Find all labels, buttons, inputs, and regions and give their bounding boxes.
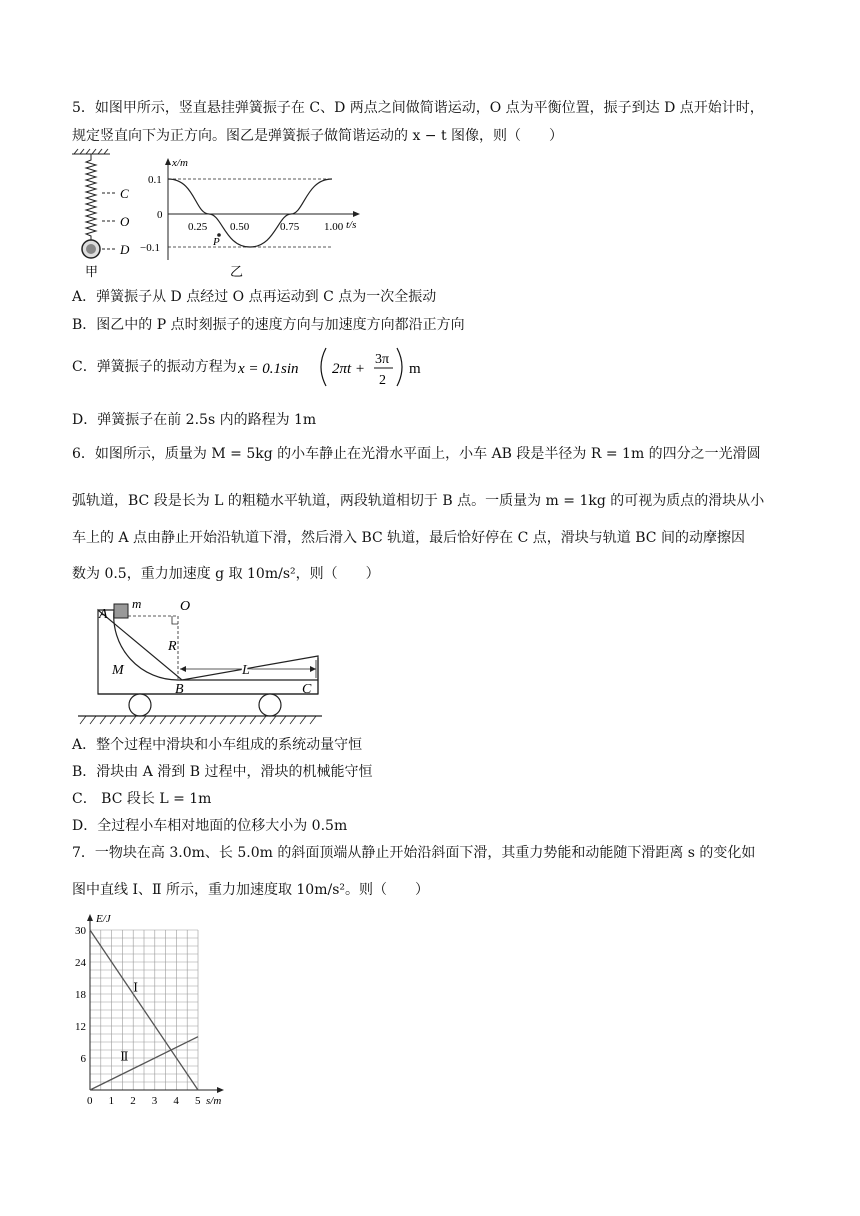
q6-option-b: B．滑块由 A 滑到 B 过程中，滑块的机械能守恒 xyxy=(72,764,373,780)
q5-option-d: D．弹簧振子在前 2.5s 内的路程为 1m xyxy=(72,412,317,428)
eq-unit: m xyxy=(409,361,421,377)
label-O: O xyxy=(120,214,130,229)
xt-xtick-2: 0.50 xyxy=(230,221,250,233)
q5-figure xyxy=(70,148,375,282)
eq-left: x = 0.1sin xyxy=(238,361,299,377)
xt-xtick-1: 0.25 xyxy=(188,221,208,233)
x-axis-arrow xyxy=(217,1087,224,1093)
xt-ylabel: x/m xyxy=(172,157,188,169)
q5-option-b: B．图乙中的 P 点时刻振子的速度方向与加速度方向都沿正方向 xyxy=(72,317,465,333)
ceiling-hatch xyxy=(72,149,110,154)
label-R: R xyxy=(168,639,177,654)
xt-ytick-bottom: −0.1 xyxy=(140,242,160,254)
q5-stem-line-1: 5．如图甲所示，竖直悬挂弹簧振子在 C、D 两点之间做简谐运动，O 点为平衡位置，振子到达 D 点开始计时， xyxy=(72,100,764,116)
q6-stem-line-3: 车上的 A 点由静止开始沿轨道下滑，然后滑入 BC 轨道，最后恰好停在 C 点，滑块与轨道 BC 间的动摩擦因 xyxy=(72,530,745,546)
y-axis-arrow xyxy=(87,914,93,921)
label-A: A xyxy=(99,607,108,622)
q7-energy-chart xyxy=(68,910,238,1110)
wheel-left xyxy=(129,694,151,716)
ground-hatch xyxy=(80,716,316,724)
xt-xtick-3: 0.75 xyxy=(280,221,300,233)
q7-stem-line-2: 图中直线 Ⅰ、Ⅱ 所示，重力加速度取 10m/s²。则（ ） xyxy=(72,882,429,898)
eq-arg: 2πt + xyxy=(332,361,366,377)
x-tick-label: 1 xyxy=(108,1095,115,1107)
label-O: O xyxy=(180,599,191,614)
y-tick-label: 24 xyxy=(75,957,86,969)
label-P: P xyxy=(213,236,220,248)
y-tick-label: 6 xyxy=(80,1053,86,1065)
q6-cart-figure xyxy=(72,594,324,728)
series-label-1: Ⅰ xyxy=(133,980,138,995)
eq-numerator: 3π xyxy=(375,352,390,367)
label-L: L xyxy=(242,663,250,678)
y-tick-label: 12 xyxy=(75,1021,86,1033)
xt-xlabel: t/s xyxy=(346,219,357,231)
y-axis-label: E/J xyxy=(96,913,111,925)
cart-body xyxy=(98,610,318,694)
label-m: m xyxy=(132,596,142,611)
q5-option-a: A．弹簧振子从 D 点经过 O 点再运动到 C 点为一次全振动 xyxy=(72,289,437,305)
q5-option-c-equation xyxy=(238,344,428,390)
q6-option-a: A．整个过程中滑块和小车组成的系统动量守恒 xyxy=(72,737,363,753)
label-M: M xyxy=(112,663,124,678)
q6-stem-line-1: 6．如图所示，质量为 M = 5kg 的小车静止在光滑水平面上，小车 AB 段是半径为 R = 1m 的四分之一光滑圆 xyxy=(72,446,761,462)
label-B: B xyxy=(175,682,184,697)
label-jia: 甲 xyxy=(85,264,99,279)
xt-ytick-top: 0.1 xyxy=(148,174,162,186)
y-tick-label: 18 xyxy=(75,989,86,1001)
slider-block xyxy=(114,604,128,618)
x-tick-label: 4 xyxy=(173,1095,179,1107)
spring xyxy=(86,154,96,240)
wheel-right xyxy=(259,694,281,716)
label-D: D xyxy=(120,242,130,257)
xt-graph xyxy=(140,157,360,279)
q6-option-c: C． BC 段长 L = 1m xyxy=(72,791,212,807)
eq-denominator: 2 xyxy=(379,373,386,388)
label-C: C xyxy=(302,682,312,697)
xt-cosine-curve xyxy=(168,179,332,247)
xt-ytick-zero: 0 xyxy=(157,209,163,221)
x-axis-label: s/m xyxy=(206,1095,222,1107)
q5-option-c-prefix: C．弹簧振子的振动方程为 xyxy=(72,359,237,375)
label-yi: 乙 xyxy=(230,264,244,279)
q5-stem-line-2: 规定竖直向下为正方向。图乙是弹簧振子做简谐运动的 x − t 图像，则（ ） xyxy=(72,128,564,144)
x-tick-label: 0 xyxy=(87,1095,93,1107)
q7-stem-line-1: 7．一物块在高 3.0m、长 5.0m 的斜面顶端从静止开始沿斜面下滑，其重力势能和动能随下滑距离 s 的变化如 xyxy=(72,845,756,861)
q6-stem-line-4: 数为 0.5，重力加速度 g 取 10m/s²，则（ ） xyxy=(72,566,380,582)
q6-option-d: D．全过程小车相对地面的位移大小为 0.5m xyxy=(72,818,348,834)
x-tick-label: 2 xyxy=(130,1095,136,1107)
q6-stem-line-2: 弧轨道，BC 段是长为 L 的粗糙水平轨道，两段轨道相切于 B 点。一质量为 m = 1kg 的可视为质点的滑块从小 xyxy=(72,493,765,509)
series-label-2: Ⅱ xyxy=(120,1049,129,1064)
y-tick-label: 30 xyxy=(75,925,86,937)
x-tick-label: 3 xyxy=(151,1095,158,1107)
xt-xtick-4: 1.00 xyxy=(324,221,344,233)
q5-option-c xyxy=(72,357,237,377)
label-C: C xyxy=(120,186,129,201)
x-tick-label: 5 xyxy=(195,1095,201,1107)
